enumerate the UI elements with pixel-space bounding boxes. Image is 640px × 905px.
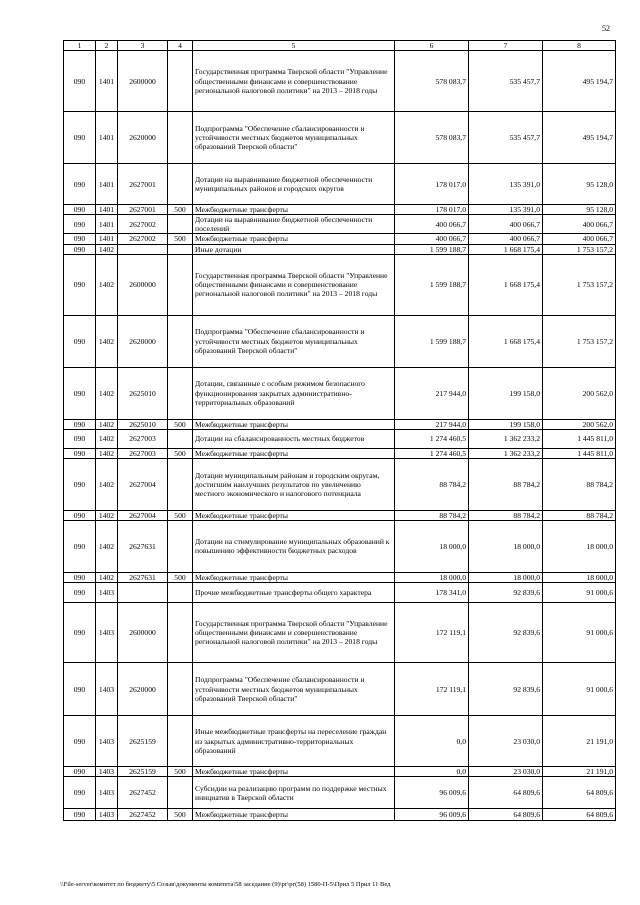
amount-year1-cell: 217 944,0 [395,367,469,419]
target-cell: 2627631 [118,572,168,582]
code-cell: 090 [64,244,96,254]
amount-year1-cell: 178 017,0 [395,205,469,215]
amount-year2-cell: 1 362 233,2 [469,448,543,458]
header-cell: 2 [96,41,118,51]
code-cell: 090 [64,419,96,429]
target-cell: 2600000 [118,603,168,663]
target-cell: 2627002 [118,215,168,234]
description-cell: Дотации на выравнивание бюджетной обеспеченности муниципальных районов и городских округов [193,164,395,205]
code-cell: 090 [64,315,96,367]
expense-type-cell [168,112,193,164]
header-cell: 1 [64,41,96,51]
target-cell: 2600000 [118,254,168,315]
amount-year3-cell: 91 000,6 [543,583,616,603]
expense-type-cell: 500 [168,809,193,821]
amount-year2-cell: 1 668 175,4 [469,244,543,254]
description-cell: Межбюджетные трансферты [193,234,395,244]
amount-year2-cell: 199 158,0 [469,367,543,419]
file-path-footer: \\File-server\комитет по бюджету\5 Созыв\документы комитета\58 заседание (9)\рг\рг(58) 1580-П-5\Прил 5 Прил 11 Вед [60,881,391,888]
amount-year2-cell: 1 668 175,4 [469,315,543,367]
expense-type-cell: 500 [168,572,193,582]
amount-year2-cell: 1 668 175,4 [469,254,543,315]
target-cell: 2625010 [118,419,168,429]
expense-type-cell [168,603,193,663]
description-cell: Межбюджетные трансферты [193,809,395,821]
table-row [64,458,616,510]
table-row [64,663,616,716]
amount-year1-cell: 400 066,7 [395,215,469,234]
section-cell: 1401 [96,164,118,205]
section-cell: 1403 [96,777,118,809]
table-row [64,51,616,112]
amount-year3-cell: 495 194,7 [543,51,616,112]
table-row [64,448,616,458]
description-cell: Прочие межбюджетные трансферты общего характера [193,583,395,603]
amount-year2-cell: 18 000,0 [469,520,543,572]
description-cell: Межбюджетные трансферты [193,572,395,582]
expense-type-cell [168,315,193,367]
amount-year1-cell: 578 083,7 [395,112,469,164]
table-row [64,215,616,234]
code-cell: 090 [64,448,96,458]
section-cell: 1402 [96,254,118,315]
section-cell: 1402 [96,448,118,458]
target-cell: 2627452 [118,777,168,809]
amount-year1-cell: 400 066,7 [395,234,469,244]
description-cell: Дотации на сбалансированность местных бюджетов [193,429,395,448]
table-row [64,716,616,767]
target-cell: 2627001 [118,205,168,215]
target-cell: 2627003 [118,429,168,448]
table-row [64,767,616,777]
amount-year3-cell: 495 194,7 [543,112,616,164]
target-cell: 2627002 [118,234,168,244]
amount-year3-cell: 91 000,6 [543,603,616,663]
section-cell: 1403 [96,809,118,821]
amount-year3-cell: 88 784,2 [543,510,616,520]
amount-year1-cell: 1 599 188,7 [395,244,469,254]
target-cell: 2620000 [118,663,168,716]
target-cell: 2627003 [118,448,168,458]
amount-year3-cell: 95 128,0 [543,164,616,205]
amount-year1-cell: 96 009,6 [395,809,469,821]
code-cell: 090 [64,215,96,234]
section-cell: 1401 [96,234,118,244]
section-cell: 1402 [96,520,118,572]
amount-year3-cell: 1 753 157,2 [543,244,616,254]
code-cell: 090 [64,234,96,244]
budget-table [63,40,616,821]
amount-year3-cell: 1 753 157,2 [543,254,616,315]
section-cell: 1401 [96,112,118,164]
section-cell: 1402 [96,510,118,520]
target-cell: 2627452 [118,809,168,821]
amount-year1-cell: 1 274 460,5 [395,429,469,448]
description-cell: Государственная программа Тверской области "Управление общественными финансами и совершенствование региональной налоговой политики" на 2013 – 2018 годы [193,254,395,315]
code-cell: 090 [64,572,96,582]
table-row [64,520,616,572]
amount-year1-cell: 178 341,0 [395,583,469,603]
table-row [64,777,616,809]
header-cell: 5 [193,41,395,51]
target-cell: 2627004 [118,458,168,510]
amount-year2-cell: 400 066,7 [469,234,543,244]
target-cell: 2627004 [118,510,168,520]
amount-year2-cell: 135 391,0 [469,205,543,215]
amount-year2-cell: 135 391,0 [469,164,543,205]
amount-year2-cell: 535 457,7 [469,51,543,112]
amount-year2-cell: 535 457,7 [469,112,543,164]
code-cell: 090 [64,603,96,663]
code-cell: 090 [64,205,96,215]
amount-year2-cell: 88 784,2 [469,458,543,510]
amount-year3-cell: 1 445 811,0 [543,429,616,448]
description-cell: Подпрограмма "Обеспечение сбалансированности и устойчивости местных бюджетов муниципальных образований Тверской области" [193,663,395,716]
code-cell: 090 [64,254,96,315]
amount-year2-cell: 64 809,6 [469,809,543,821]
target-cell: 2627001 [118,164,168,205]
amount-year1-cell: 172 119,1 [395,603,469,663]
header-cell: 4 [168,41,193,51]
description-cell: Дотации, связанные с особым режимом безопасного функционирования закрытых административно-территориальных образований [193,367,395,419]
target-cell: 2627631 [118,520,168,572]
table-row [64,572,616,582]
amount-year3-cell: 400 066,7 [543,215,616,234]
header-cell: 8 [543,41,616,51]
description-cell: Иные межбюджетные трансферты на переселение граждан из закрытых административно-территориальных образований [193,716,395,767]
code-cell: 090 [64,458,96,510]
header-cell: 7 [469,41,543,51]
amount-year1-cell: 578 083,7 [395,51,469,112]
amount-year3-cell: 88 784,2 [543,458,616,510]
amount-year1-cell: 1 599 188,7 [395,315,469,367]
amount-year1-cell: 1 274 460,5 [395,448,469,458]
amount-year1-cell: 217 944,0 [395,419,469,429]
expense-type-cell [168,51,193,112]
description-cell: Межбюджетные трансферты [193,767,395,777]
code-cell: 090 [64,767,96,777]
description-cell: Межбюджетные трансферты [193,448,395,458]
amount-year1-cell: 18 000,0 [395,572,469,582]
description-cell: Субсидии на реализацию программ по поддержке местных инициатив в Тверской области [193,777,395,809]
header-cell: 3 [118,41,168,51]
expense-type-cell [168,244,193,254]
code-cell: 090 [64,583,96,603]
amount-year3-cell: 200 562,0 [543,419,616,429]
table-row [64,244,616,254]
code-cell: 090 [64,663,96,716]
section-cell: 1403 [96,716,118,767]
page-number: 52 [602,24,610,33]
section-cell: 1402 [96,244,118,254]
amount-year1-cell: 1 599 188,7 [395,254,469,315]
amount-year3-cell: 91 000,6 [543,663,616,716]
amount-year2-cell: 23 030,0 [469,716,543,767]
table-row [64,419,616,429]
description-cell: Государственная программа Тверской области "Управление общественными финансами и совершенствование региональной налоговой политики" на 2013 – 2018 годы [193,51,395,112]
expense-type-cell [168,458,193,510]
description-cell: Подпрограмма "Обеспечение сбалансированности и устойчивости местных бюджетов муниципальных образований Тверской области" [193,315,395,367]
amount-year1-cell: 96 009,6 [395,777,469,809]
description-cell: Дотации на выравнивание бюджетной обеспеченности поселений [193,215,395,234]
table-row [64,809,616,821]
section-cell: 1401 [96,51,118,112]
table-row [64,603,616,663]
target-cell: 2620000 [118,315,168,367]
expense-type-cell [168,254,193,315]
code-cell: 090 [64,510,96,520]
amount-year3-cell: 200 562,0 [543,367,616,419]
amount-year1-cell: 0,0 [395,767,469,777]
section-cell: 1401 [96,215,118,234]
amount-year2-cell: 18 000,0 [469,572,543,582]
expense-type-cell [168,663,193,716]
amount-year3-cell: 18 000,0 [543,572,616,582]
amount-year2-cell: 23 030,0 [469,767,543,777]
expense-type-cell [168,520,193,572]
table-row [64,583,616,603]
target-cell: 2625159 [118,716,168,767]
section-cell: 1401 [96,205,118,215]
amount-year2-cell: 400 066,7 [469,215,543,234]
section-cell: 1402 [96,315,118,367]
amount-year1-cell: 0,0 [395,716,469,767]
description-cell: Дотации муниципальным районам и городским округам, достигшим наилучших результатов по увеличению местного экономического и налогового потенциала [193,458,395,510]
code-cell: 090 [64,809,96,821]
header-cell: 6 [395,41,469,51]
section-cell: 1402 [96,419,118,429]
expense-type-cell: 500 [168,234,193,244]
section-cell: 1402 [96,572,118,582]
target-cell: 2625159 [118,767,168,777]
amount-year1-cell: 88 784,2 [395,510,469,520]
section-cell: 1403 [96,663,118,716]
description-cell: Подпрограмма "Обеспечение сбалансированности и устойчивости местных бюджетов муниципальных образований Тверской области" [193,112,395,164]
expense-type-cell [168,164,193,205]
table-row [64,367,616,419]
section-cell: 1403 [96,583,118,603]
code-cell: 090 [64,520,96,572]
code-cell: 090 [64,429,96,448]
amount-year3-cell: 1 753 157,2 [543,315,616,367]
amount-year3-cell: 21 191,0 [543,767,616,777]
expense-type-cell: 500 [168,448,193,458]
amount-year2-cell: 1 362 233,2 [469,429,543,448]
amount-year1-cell: 172 119,1 [395,663,469,716]
table-row [64,315,616,367]
amount-year1-cell: 18 000,0 [395,520,469,572]
target-cell: 2625010 [118,367,168,419]
amount-year3-cell: 21 191,0 [543,716,616,767]
description-cell: Межбюджетные трансферты [193,205,395,215]
section-cell: 1402 [96,429,118,448]
expense-type-cell [168,777,193,809]
section-cell: 1402 [96,458,118,510]
code-cell: 090 [64,51,96,112]
expense-type-cell [168,583,193,603]
amount-year3-cell: 400 066,7 [543,234,616,244]
table-row [64,254,616,315]
amount-year3-cell: 18 000,0 [543,520,616,572]
code-cell: 090 [64,367,96,419]
expense-type-cell [168,429,193,448]
expense-type-cell: 500 [168,419,193,429]
section-cell: 1403 [96,603,118,663]
table-row [64,112,616,164]
section-cell: 1403 [96,767,118,777]
amount-year2-cell: 88 784,2 [469,510,543,520]
expense-type-cell: 500 [168,510,193,520]
target-cell: 2620000 [118,112,168,164]
amount-year3-cell: 64 809,6 [543,777,616,809]
target-cell: 2600000 [118,51,168,112]
amount-year2-cell: 92 839,6 [469,583,543,603]
header-row [64,41,616,51]
table-row [64,205,616,215]
description-cell: Межбюджетные трансферты [193,510,395,520]
amount-year3-cell: 95 128,0 [543,205,616,215]
expense-type-cell [168,716,193,767]
expense-type-cell: 500 [168,767,193,777]
amount-year3-cell: 64 809,6 [543,809,616,821]
description-cell: Дотации на стимулирование муниципальных образований к повышению эффективности бюджетных расходов [193,520,395,572]
target-cell [118,244,168,254]
code-cell: 090 [64,112,96,164]
amount-year3-cell: 1 445 811,0 [543,448,616,458]
table-row [64,510,616,520]
amount-year2-cell: 92 839,6 [469,603,543,663]
table-row [64,234,616,244]
expense-type-cell: 500 [168,205,193,215]
amount-year2-cell: 92 839,6 [469,663,543,716]
expense-type-cell [168,215,193,234]
table-row [64,164,616,205]
section-cell: 1402 [96,367,118,419]
amount-year2-cell: 64 809,6 [469,777,543,809]
amount-year1-cell: 88 784,2 [395,458,469,510]
description-cell: Межбюджетные трансферты [193,419,395,429]
amount-year2-cell: 199 158,0 [469,419,543,429]
expense-type-cell [168,367,193,419]
description-cell: Государственная программа Тверской области "Управление общественными финансами и совершенствование региональной налоговой политики" на 2013 – 2018 годы [193,603,395,663]
code-cell: 090 [64,716,96,767]
target-cell [118,583,168,603]
amount-year1-cell: 178 017,0 [395,164,469,205]
code-cell: 090 [64,777,96,809]
description-cell: Иные дотации [193,244,395,254]
table-row [64,429,616,448]
code-cell: 090 [64,164,96,205]
